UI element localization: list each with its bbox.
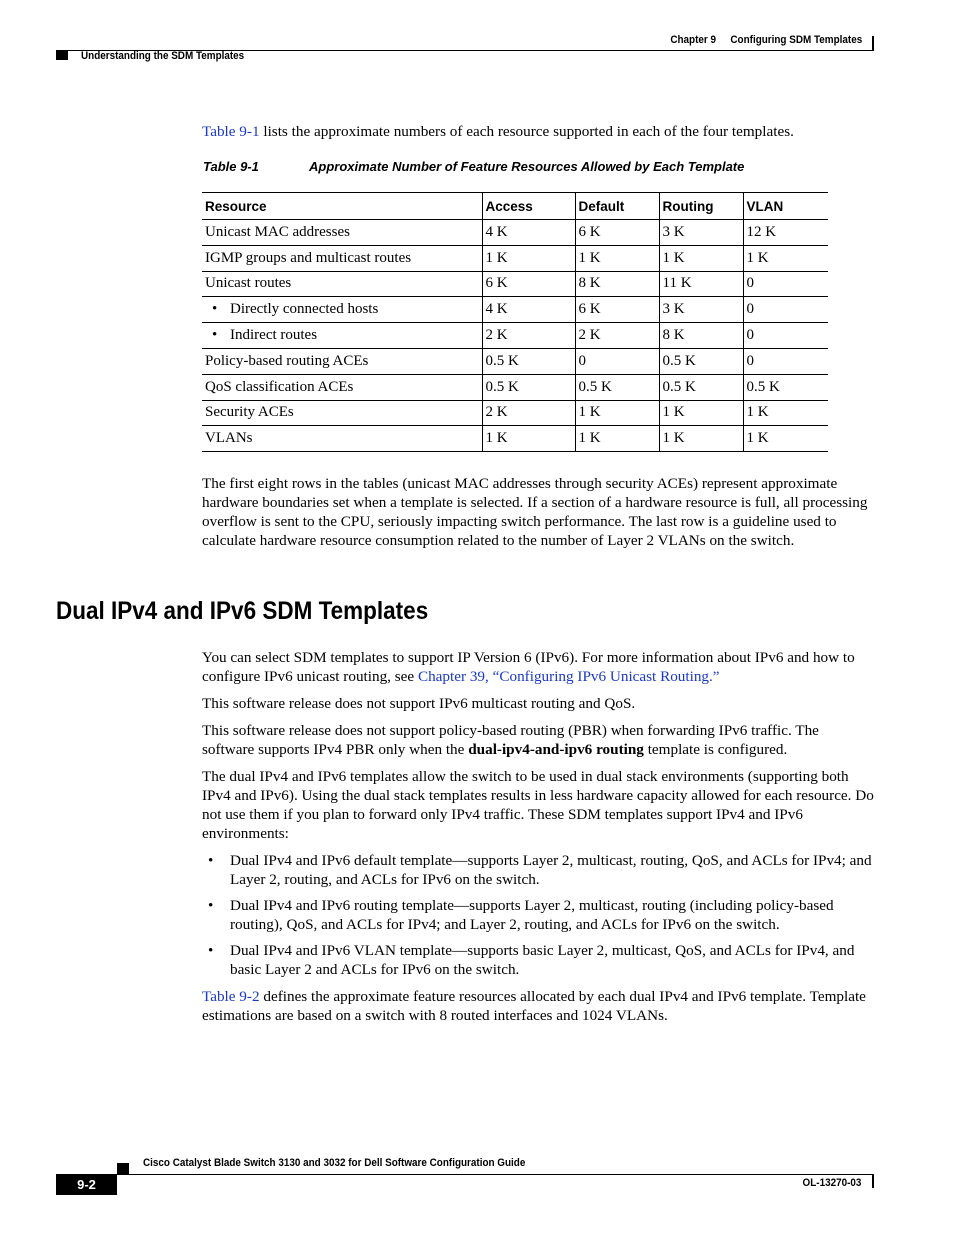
table-9-1-link[interactable]: Table 9-1 <box>202 123 260 140</box>
column-header: Routing <box>659 193 743 220</box>
table-row <box>202 374 828 400</box>
section-paragraph-1 <box>202 648 874 686</box>
header-vertical-bar <box>872 36 874 50</box>
bullet-icon: • <box>208 942 214 959</box>
sub-resource-label: Directly connected hosts <box>230 301 379 318</box>
table-row <box>202 271 828 297</box>
bullet-icon: • <box>212 301 218 318</box>
document-code: OL-13270-03 <box>802 1177 861 1189</box>
section-p3-after: template is configured. <box>643 741 788 758</box>
bullet-icon: • <box>212 327 218 344</box>
table-9-2-link[interactable]: Table 9-2 <box>202 988 260 1005</box>
table-row <box>202 297 828 323</box>
section-paragraph-5 <box>202 987 874 1025</box>
column-header: Resource <box>202 193 482 220</box>
table-cell: Policy-based routing ACEs <box>202 348 482 374</box>
list-item <box>202 941 874 979</box>
bullet-icon: • <box>208 852 214 869</box>
chapter-number: Chapter 9 <box>670 34 716 46</box>
chapter-39-link[interactable]: Chapter 39, “Configuring IPv6 Unicast Routing.” <box>417 668 720 685</box>
table-row <box>202 426 828 452</box>
table-cell: VLANs <box>202 426 482 452</box>
table-cell: Unicast routes <box>202 271 482 297</box>
footer-vertical-bar <box>872 1175 874 1188</box>
table-cell: 1 K <box>659 426 743 452</box>
intro-paragraph-block <box>202 122 874 141</box>
table-cell: 1 K <box>743 400 828 426</box>
table-cell: 1 K <box>575 426 659 452</box>
table-cell: 0.5 K <box>482 348 575 374</box>
section-paragraph-3 <box>202 721 874 759</box>
table-cell: 8 K <box>575 271 659 297</box>
table-cell: 0 <box>743 297 828 323</box>
table-cell: 0 <box>743 271 828 297</box>
table-cell: 0 <box>743 323 828 349</box>
table-cell: 0.5 K <box>659 374 743 400</box>
table-cell <box>202 297 482 323</box>
column-header: VLAN <box>743 193 828 220</box>
table-cell: 11 K <box>659 271 743 297</box>
table-cell: 0.5 K <box>575 374 659 400</box>
list-item <box>202 896 874 934</box>
intro-paragraph <box>202 122 874 141</box>
table-cell: 0 <box>743 348 828 374</box>
table-cell: 6 K <box>575 220 659 246</box>
sub-resource-label: Indirect routes <box>230 327 318 344</box>
table-cell: QoS classification ACEs <box>202 374 482 400</box>
column-header: Access <box>482 193 575 220</box>
list-item-text: Dual IPv4 and IPv6 routing template—supports Layer 2, multicast, routing (including policy-based routing), QoS, and ACLs for IPv4; and Layer 2, routing, and ACLs for IPv6 on the switch. <box>230 897 834 933</box>
page-number: 9-2 <box>56 1174 117 1195</box>
table-header-row <box>202 193 828 220</box>
template-keyword: dual-ipv4-and-ipv6 routing <box>468 741 644 758</box>
table-cell: IGMP groups and multicast routes <box>202 245 482 271</box>
bullet-icon: • <box>208 897 214 914</box>
table-cell: 4 K <box>482 297 575 323</box>
table-row <box>202 220 828 246</box>
table-cell: 1 K <box>482 245 575 271</box>
running-header-section: Understanding the SDM Templates <box>81 50 245 62</box>
table-cell: 3 K <box>659 220 743 246</box>
table-cell: 8 K <box>659 323 743 349</box>
after-table-paragraph: The first eight rows in the tables (unicast MAC addresses through security ACEs) represent approximate hardware boundaries set when a template is selected. If a section of a hardware resource is full, all processing overflow is sent to the CPU, seriously impacting switch performance. The last row is a guideline used to calculate hardware resource consumption related to the number of Layer 2 VLANs on the switch. <box>202 475 868 549</box>
table-cell: Security ACEs <box>202 400 482 426</box>
table-cell: 1 K <box>659 400 743 426</box>
resource-table <box>202 192 828 452</box>
column-header: Default <box>575 193 659 220</box>
table-cell: 1 K <box>659 245 743 271</box>
section-body <box>202 648 874 1033</box>
header-block-marker <box>56 51 68 60</box>
table-caption-title: Approximate Number of Feature Resources Allowed by Each Template <box>309 159 745 174</box>
table-cell: 1 K <box>575 245 659 271</box>
intro-text: lists the approximate numbers of each resource supported in each of the four templates. <box>259 123 794 140</box>
section-paragraph-2: This software release does not support IPv6 multicast routing and QoS. <box>202 695 636 712</box>
running-header-chapter <box>670 34 862 46</box>
table-cell: 0.5 K <box>743 374 828 400</box>
section-p3-before: This software release does not support policy-based routing (PBR) when forwarding IPv6 traffic. The software supports IPv4 PBR only when the <box>202 722 819 758</box>
table-cell: 1 K <box>575 400 659 426</box>
list-item <box>202 851 874 889</box>
table-cell: 2 K <box>482 323 575 349</box>
table-cell: 6 K <box>482 271 575 297</box>
table-cell: 1 K <box>743 426 828 452</box>
table-cell: 4 K <box>482 220 575 246</box>
table-caption <box>203 159 744 174</box>
table-cell: 6 K <box>575 297 659 323</box>
section-p1-text: You can select SDM templates to support IP Version 6 (IPv6). For more information about IPv6 and how to configure IPv6 unicast routing, see <box>202 649 855 685</box>
table-caption-number: Table 9-1 <box>203 159 259 174</box>
footer-rule <box>56 1174 874 1175</box>
table-cell: 0 <box>575 348 659 374</box>
section-paragraph-4: The dual IPv4 and IPv6 templates allow the switch to be used in dual stack environments (supporting both IPv4 and IPv6). Using the dual stack templates results in less hardware capacity allowed for each resource. Do not use them if you plan to forward only IPv4 traffic. These SDM templates support IPv4 and IPv6 environments: <box>202 768 874 842</box>
section-p5-text: defines the approximate feature resources allocated by each dual IPv4 and IPv6 template. Template estimations are based on a switch with 8 routed interfaces and 1024 VLANs. <box>202 988 866 1024</box>
table-cell: 12 K <box>743 220 828 246</box>
table-cell: 2 K <box>482 400 575 426</box>
table-cell: 1 K <box>482 426 575 452</box>
after-table-block <box>202 474 874 550</box>
table-cell: 0.5 K <box>659 348 743 374</box>
footer-guide-title: Cisco Catalyst Blade Switch 3130 and 3032 for Dell Software Configuration Guide <box>143 1157 526 1169</box>
table-cell: 1 K <box>743 245 828 271</box>
list-item-text: Dual IPv4 and IPv6 default template—supports Layer 2, multicast, routing, QoS, and ACLs for IPv4; and Layer 2, routing, and ACLs for IPv6 on the switch. <box>230 852 872 888</box>
list-item-text: Dual IPv4 and IPv6 VLAN template—supports basic Layer 2, multicast, QoS, and ACLs for IPv4, and basic Layer 2 and ACLs for IPv6 on the switch. <box>230 942 855 978</box>
table-row <box>202 348 828 374</box>
table-row <box>202 400 828 426</box>
table-cell: 3 K <box>659 297 743 323</box>
table-cell: 2 K <box>575 323 659 349</box>
section-heading: Dual IPv4 and IPv6 SDM Templates <box>56 597 429 625</box>
template-bullet-list <box>202 851 874 979</box>
chapter-title: Configuring SDM Templates <box>730 34 862 46</box>
table-row <box>202 323 828 349</box>
table-row <box>202 245 828 271</box>
table-cell: 0.5 K <box>482 374 575 400</box>
table-cell <box>202 323 482 349</box>
footer-block-marker <box>117 1163 129 1174</box>
table-cell: Unicast MAC addresses <box>202 220 482 246</box>
